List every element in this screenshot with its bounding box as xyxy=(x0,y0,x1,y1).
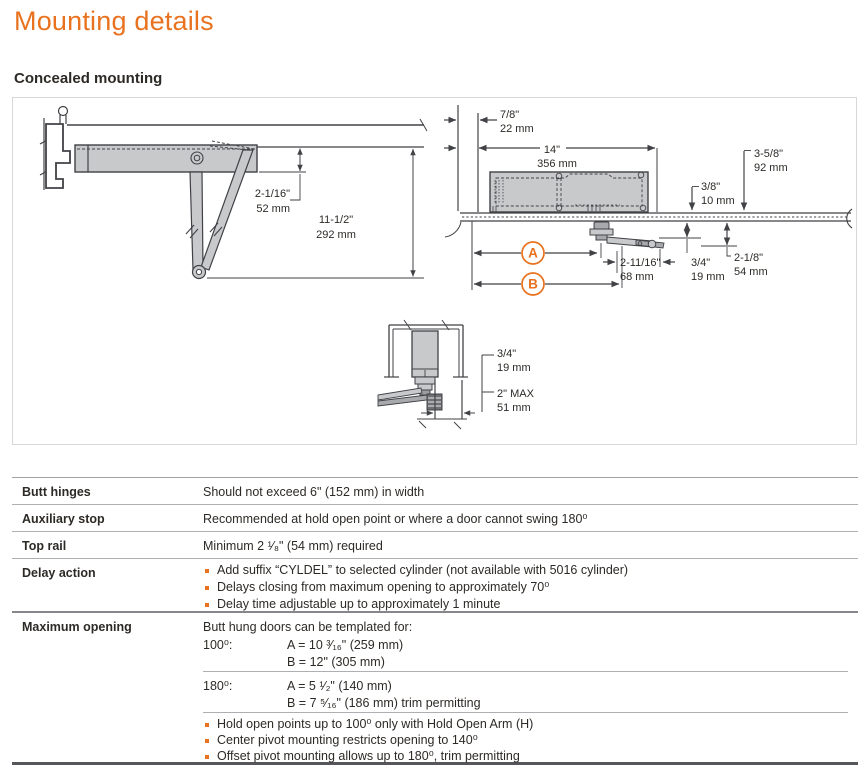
max-opening-notes xyxy=(203,716,848,764)
dim-door-max-in: 2" MAX xyxy=(497,388,534,400)
bullet-square-icon xyxy=(205,603,209,607)
dim-length-mm: 356 mm xyxy=(537,158,577,170)
dim-offset-in: 2-1/16" xyxy=(254,188,290,200)
bullet-text: Delays closing from maximum opening to approximately 70⁰ xyxy=(217,580,550,594)
header-section-view xyxy=(378,320,494,429)
bullet-square-icon xyxy=(205,739,209,743)
table-row-delay-action xyxy=(12,559,858,613)
mounting-diagram-frame xyxy=(12,97,857,445)
bullet-square-icon xyxy=(205,569,209,573)
dim-door-max-mm: 51 mm xyxy=(497,402,531,414)
row-label: Top rail xyxy=(22,539,67,553)
dim-reveal-mm: 22 mm xyxy=(500,123,534,135)
row-label: Maximum opening xyxy=(22,620,132,634)
bullet-text: Add suffix “CYLDEL” to selected cylinder (not available with 5016 cylinder) xyxy=(217,563,629,577)
bullet-square-icon xyxy=(205,586,209,590)
template-values xyxy=(287,678,848,712)
max-opening-intro: Butt hung doors can be templated for: xyxy=(203,620,413,634)
dim-frame-height-in: 3-5/8" xyxy=(754,148,783,160)
divider xyxy=(203,712,848,713)
bullet-item xyxy=(203,596,848,613)
bullet-text: Center pivot mounting restricts opening to 140⁰ xyxy=(217,733,478,747)
concealed-mounting-diagram xyxy=(13,98,856,444)
bullet-square-icon xyxy=(205,723,209,727)
table-row-auxiliary-stop xyxy=(12,505,858,532)
page-title: Mounting details xyxy=(14,6,214,36)
template-angle: 100⁰: xyxy=(203,638,233,652)
bullet-text: Delay time adjustable up to approximately 1 minute xyxy=(217,597,501,611)
dim-length-in: 14" xyxy=(543,144,561,156)
row-value: Minimum 2 ¹⁄₈" (54 mm) required xyxy=(203,539,383,553)
template-a: A = 10 ³⁄₁₆" (259 mm) xyxy=(287,638,404,652)
dim-spindle-mm: 68 mm xyxy=(620,271,654,283)
dim-top-rail-in: 2-1/8" xyxy=(734,252,763,264)
bullet-item xyxy=(203,579,848,596)
template-180 xyxy=(203,678,848,712)
dim-height-in: 11-1/2" xyxy=(318,214,354,226)
dim-projection-in: 3/4" xyxy=(497,348,517,360)
row-label: Butt hinges xyxy=(22,485,91,499)
template-values xyxy=(287,637,848,671)
row-value: Should not exceed 6" (152 mm) in width xyxy=(203,485,425,499)
dim-height-mm: 292 mm xyxy=(316,229,356,241)
side-elevation-view xyxy=(40,107,427,279)
template-a: A = 5 ¹⁄₂" (140 mm) xyxy=(287,679,392,693)
row-value xyxy=(203,613,858,762)
table-row-butt-hinges xyxy=(12,478,858,505)
bullet-item xyxy=(203,716,848,732)
bullet-text: Offset pivot mounting allows up to 180⁰, trim permitting xyxy=(217,749,520,763)
bullet-item xyxy=(203,562,848,579)
bullet-item xyxy=(203,732,848,748)
callout-a: A xyxy=(528,245,538,261)
bullet-item xyxy=(203,748,848,764)
row-label: Auxiliary stop xyxy=(22,512,105,526)
bullet-text: Hold open points up to 100⁰ only with Hold Open Arm (H) xyxy=(217,717,534,731)
dim-inset-mm: 10 mm xyxy=(701,195,735,207)
spec-table xyxy=(12,477,858,765)
row-value: Recommended at hold open point or where a door cannot swing 180⁰ xyxy=(203,512,588,526)
template-angle: 180⁰: xyxy=(203,679,233,693)
dim-arm-drop-mm: 19 mm xyxy=(691,271,725,283)
dim-arm-drop-in: 3/4" xyxy=(691,257,711,269)
table-row-maximum-opening xyxy=(12,613,858,765)
dim-frame-height-mm: 92 mm xyxy=(754,162,788,174)
dim-projection-mm: 19 mm xyxy=(497,362,531,374)
section-heading: Concealed mounting xyxy=(14,70,163,87)
dim-spindle-in: 2-11/16" xyxy=(620,257,661,269)
dim-inset-in: 3/8" xyxy=(701,181,721,193)
template-b: B = 7 ⁵⁄₁₆" (186 mm) trim permitting xyxy=(287,696,481,710)
row-label: Delay action xyxy=(22,566,96,580)
template-100 xyxy=(203,637,848,671)
divider xyxy=(203,671,848,672)
table-row-top-rail xyxy=(12,532,858,559)
callout-b: B xyxy=(528,276,538,292)
dim-top-rail-mm: 54 mm xyxy=(734,266,768,278)
bullet-square-icon xyxy=(205,755,209,759)
template-b: B = 12" (305 mm) xyxy=(287,655,385,669)
dim-offset-mm: 52 mm xyxy=(256,203,290,215)
dim-reveal-in: 7/8" xyxy=(500,109,520,121)
row-value xyxy=(203,559,858,611)
